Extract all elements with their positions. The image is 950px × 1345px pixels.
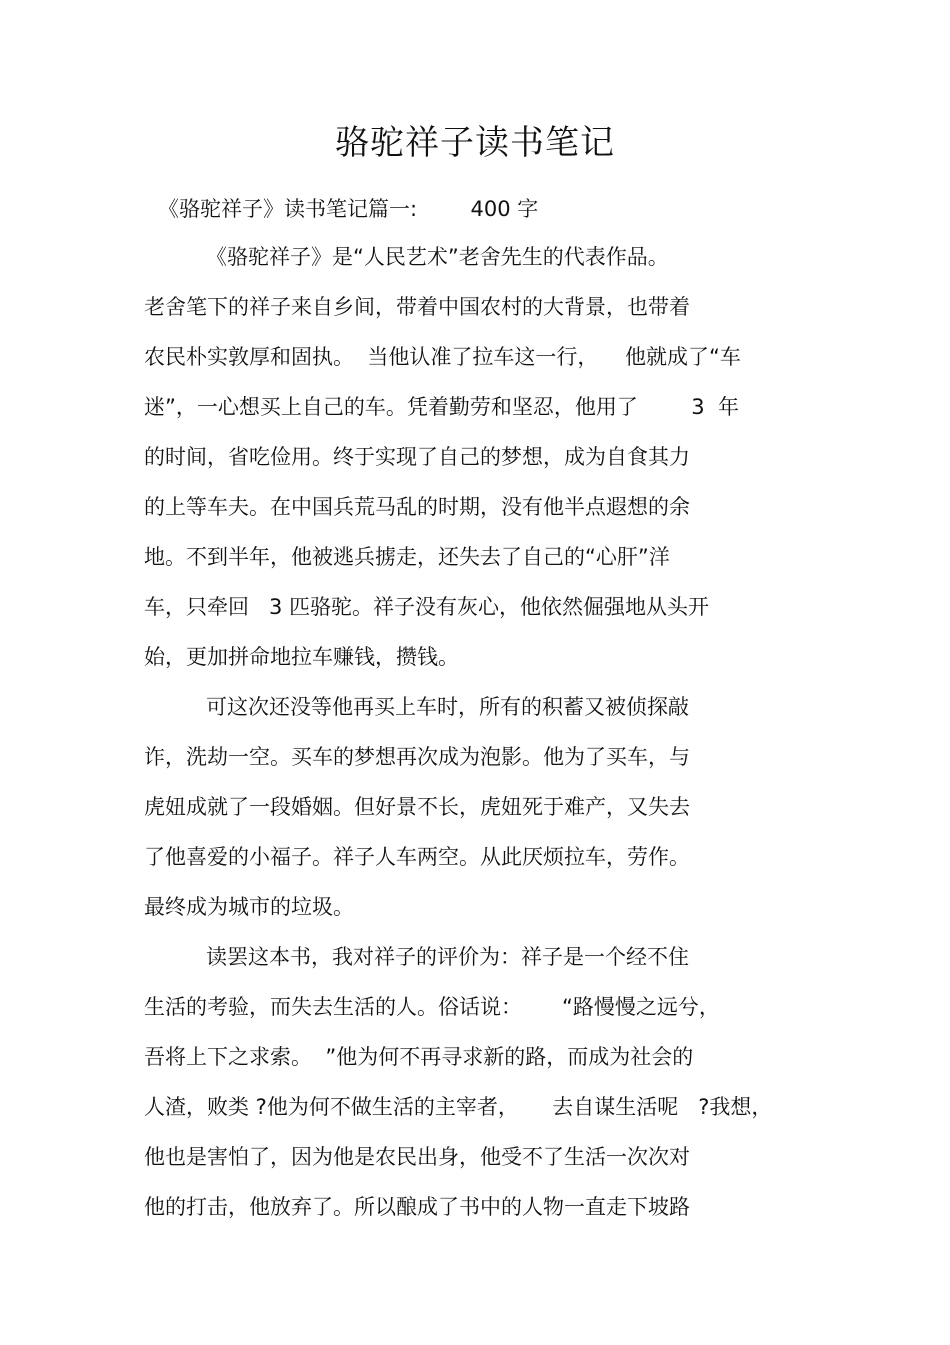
section-subheading: 《骆驼祥子》读书笔记篇一: 400 字 <box>158 197 539 221</box>
paragraph-line: 他的打击，他放弃了。所以酿成了书中的人物一直走下坡路 <box>144 1195 690 1219</box>
paragraph-line: 迷”，一心想买上自己的车。凭着勤劳和坚忍，他用了 3 年 <box>144 395 739 419</box>
paragraph-line: 的时间，省吃俭用。终于实现了自己的梦想，成为自食其力 <box>144 445 690 469</box>
paragraph-line: 可这次还没等他再买上车时，所有的积蓄又被侦探敲 <box>206 695 689 719</box>
paragraph-line: 生活的考验，而失去生活的人。俗话说： “路慢慢之远兮， <box>144 995 720 1019</box>
paragraph-line: 车，只牵回 3 匹骆驼。祥子没有灰心，他依然倔强地从头开 <box>144 595 710 619</box>
paragraph-line: 最终成为城市的垃圾。 <box>144 895 354 919</box>
paragraph-line: 始，更加拼命地拉车赚钱，攒钱。 <box>144 645 459 669</box>
paragraph-line: 《骆驼祥子》是“人民艺术”老舍先生的代表作品。 <box>206 245 669 269</box>
paragraph-line: 老舍笔下的祥子来自乡间，带着中国农村的大背景，也带着 <box>144 295 690 319</box>
paragraph-line: 了他喜爱的小福子。祥子人车两空。从此厌烦拉车，劳作。 <box>144 845 690 869</box>
paragraph-line: 读罢这本书，我对祥子的评价为：祥子是一个经不住 <box>206 945 689 969</box>
paragraph-line: 他也是害怕了，因为他是农民出身，他受不了生活一次次对 <box>144 1145 690 1169</box>
paragraph-line: 虎妞成就了一段婚姻。但好景不长，虎妞死于难产，又失去 <box>144 795 690 819</box>
paragraph-line: 农民朴实敦厚和固执。 当他认准了拉车这一行， 他就成了“车 <box>144 345 741 369</box>
paragraph-line: 吾将上下之求索。 ”他为何不再寻求新的路，而成为社会的 <box>144 1045 694 1069</box>
document-title: 骆驼祥子读书笔记 <box>335 123 615 163</box>
paragraph-line: 的上等车夫。在中国兵荒马乱的时期，没有他半点遐想的余 <box>144 495 690 519</box>
paragraph-line: 诈，洗劫一空。买车的梦想再次成为泡影。他为了买车，与 <box>144 745 690 769</box>
paragraph-line: 人渣，败类 ?他为何不做生活的主宰者， 去自谋生活呢 ?我想， <box>144 1095 773 1119</box>
paragraph-line: 地。不到半年，他被逃兵掳走，还失去了自己的“心肝”洋 <box>144 545 670 569</box>
